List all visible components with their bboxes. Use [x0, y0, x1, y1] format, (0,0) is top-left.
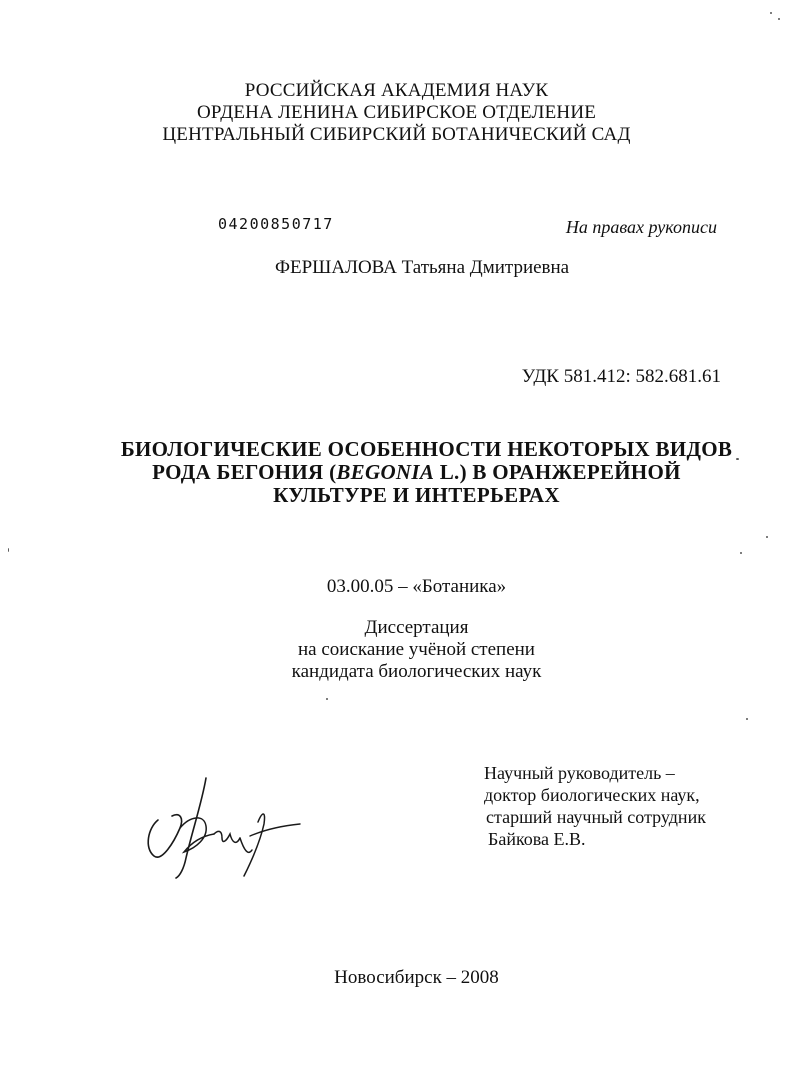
title-line-2-start: РОДА БЕГОНИЯ (: [152, 460, 337, 484]
org-line-1: РОССИЙСКАЯ АКАДЕМИЯ НАУК: [244, 80, 549, 101]
title-line-3: КУЛЬТУРЕ И ИНТЕРЬЕРАХ: [273, 483, 560, 507]
scan-speck: [8, 548, 9, 552]
author-name: ФЕРШАЛОВА Татьяна Дмитриевна: [275, 257, 570, 278]
title-line-2-end: L.) В ОРАНЖЕРЕЙНОЙ: [434, 460, 681, 484]
title-genus: BEGONIA: [336, 460, 435, 484]
place-year: Новосибирск – 2008: [334, 967, 499, 988]
org-line-2: ОРДЕНА ЛЕНИНА СИБИРСКОЕ ОТДЕЛЕНИЕ: [196, 102, 597, 123]
degree-line-3: кандидата биологических наук: [291, 661, 542, 682]
degree-line-2: на соискание учёной степени: [298, 639, 535, 660]
signature: [140, 772, 310, 882]
scan-speck: [740, 552, 742, 554]
scan-speck: [778, 18, 780, 20]
scan-speck: [326, 698, 328, 700]
supervisor-line-1: Научный руководитель –: [484, 763, 675, 783]
title-line-2: [20, 461, 793, 484]
supervisor-block: [484, 762, 706, 850]
degree-line-1: Диссертация: [364, 617, 469, 638]
supervisor-line-2: доктор биологических наук,: [484, 785, 700, 805]
org-line-3: ЦЕНТРАЛЬНЫЙ СИБИРСКИЙ БОТАНИЧЕСКИЙ САД: [162, 124, 631, 145]
manuscript-note: На правах рукописи: [565, 217, 717, 237]
title-line-1: БИОЛОГИЧЕСКИЕ ОСОБЕННОСТИ НЕКОТОРЫХ ВИДОВ: [120, 437, 733, 461]
scan-speck: [770, 12, 772, 14]
catalog-number: 04200850717: [218, 215, 334, 233]
supervisor-line-3: старший научный сотрудник: [486, 807, 706, 827]
udc-code: УДК 581.412: 582.681.61: [521, 366, 721, 387]
scan-speck: [746, 718, 748, 720]
scan-speck: [766, 536, 768, 538]
specialty: 03.00.05 – «Ботаника»: [326, 576, 507, 597]
supervisor-name: Байкова Е.В.: [488, 829, 586, 849]
scan-speck: [736, 458, 739, 460]
